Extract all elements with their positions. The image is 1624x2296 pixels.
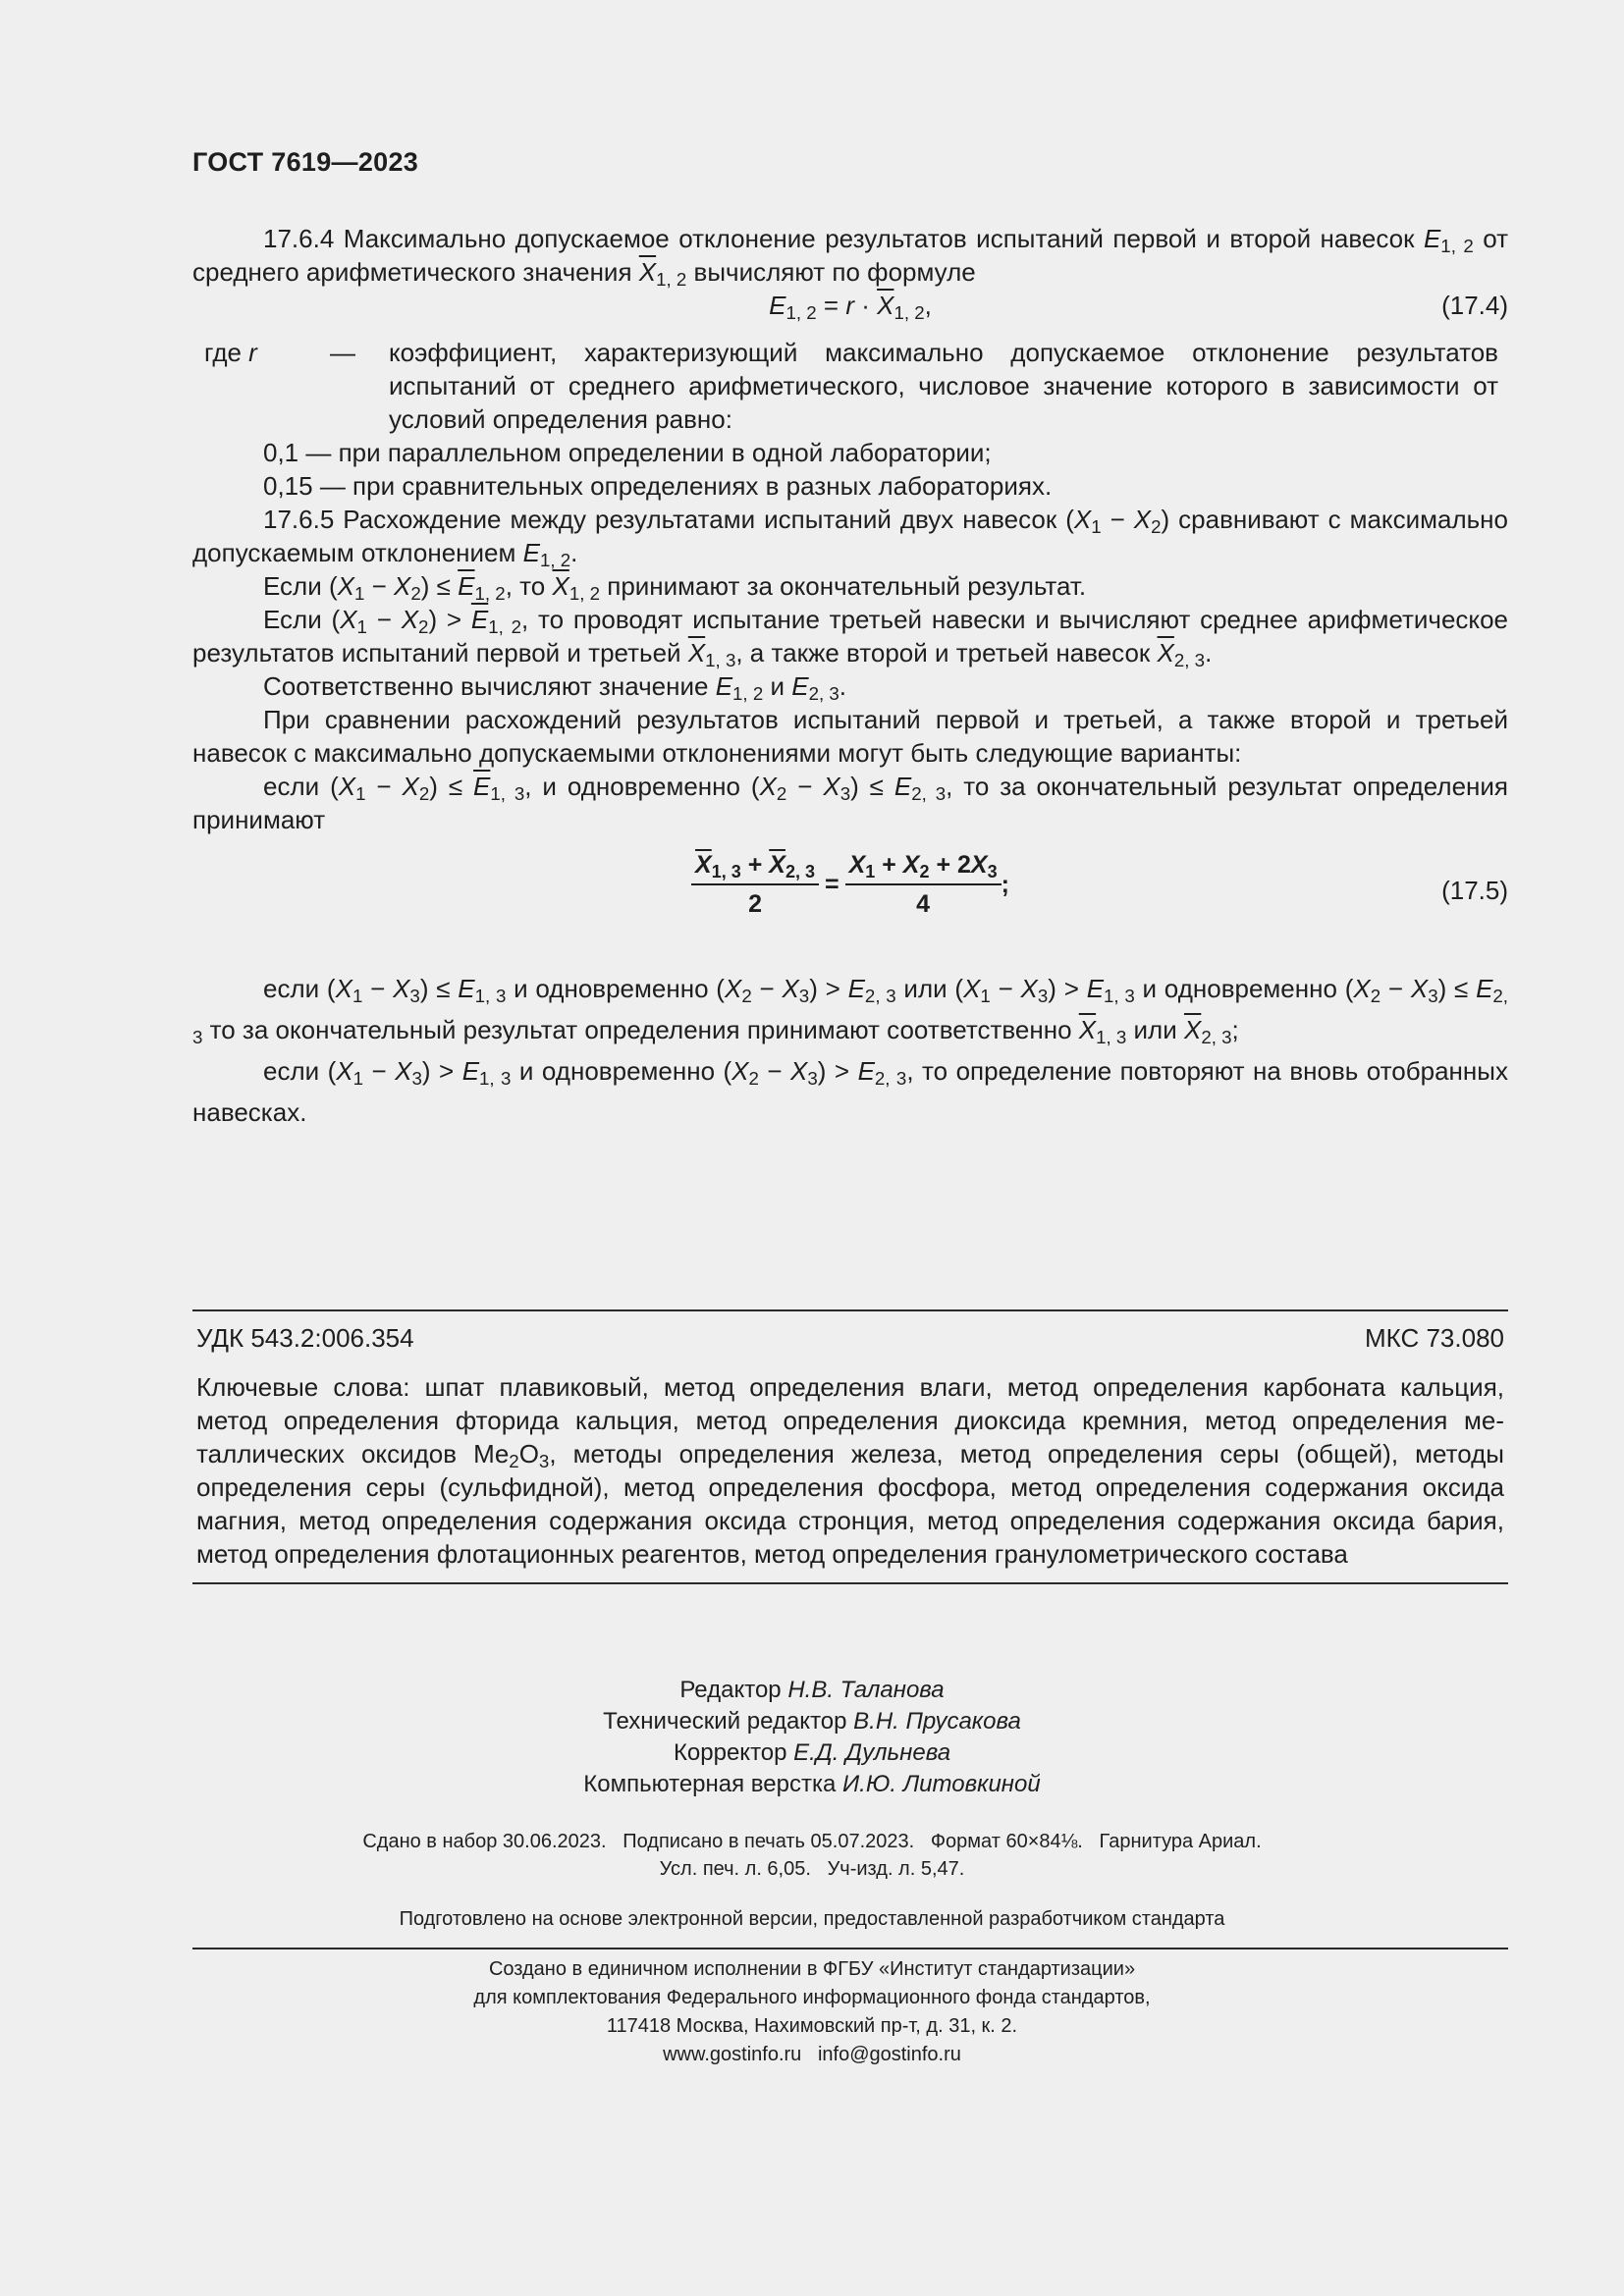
paragraph-case-1 xyxy=(192,770,1508,836)
numerator xyxy=(845,848,1001,885)
subscript: 2 xyxy=(919,862,930,882)
var-x: X xyxy=(394,571,411,601)
plus: + xyxy=(929,851,957,879)
paren: ( xyxy=(750,772,760,801)
text: , то xyxy=(505,571,553,601)
subscript: 3 xyxy=(807,1068,818,1090)
var-x: X xyxy=(963,974,981,1003)
var-x: X xyxy=(902,851,920,879)
paren: ( xyxy=(331,605,341,634)
var-x-mean: $\overline{X}$ xyxy=(687,638,706,667)
created-line-4: www.gostinfo.ru info@gostinfo.ru xyxy=(663,2044,961,2065)
subscript: 3 xyxy=(409,986,420,1007)
paren: ( xyxy=(328,571,338,601)
subscript: 1 xyxy=(352,986,363,1007)
divider-final xyxy=(192,1948,1508,1949)
denominator: 4 xyxy=(916,890,931,918)
var-e: E xyxy=(857,1056,875,1086)
subscript: 1 xyxy=(353,583,365,605)
var-x-mean: $\overline{X}$ xyxy=(877,291,894,320)
minus: − xyxy=(751,974,783,1003)
text: если xyxy=(263,1056,328,1086)
paragraph-17-6-5 xyxy=(192,503,1508,569)
minus: − xyxy=(364,571,395,601)
subscript: 3 xyxy=(538,1451,550,1472)
subscript: 2 xyxy=(748,1068,759,1090)
plus: + xyxy=(875,851,903,879)
var-x: X xyxy=(724,974,742,1003)
text: то за окончательный результат определения принимают соответственно xyxy=(202,1015,1079,1044)
le: ≤ xyxy=(437,772,474,801)
subscript: 3 xyxy=(1037,986,1049,1007)
credit-tech-editor xyxy=(0,1706,1624,1737)
var-x: X xyxy=(1020,974,1038,1003)
udk-code: УДК 543.2:006.354 xyxy=(196,1323,414,1353)
created-line-2: для комплектования Федерального информационного фонда стандартов, xyxy=(473,1987,1151,2008)
paragraph-case-2 xyxy=(192,968,1508,1050)
formula-17-5 xyxy=(192,848,1508,950)
gt: > xyxy=(1056,974,1087,1003)
text: , а также второй и третьей навесок xyxy=(735,638,1158,667)
credit-layout xyxy=(0,1769,1624,1800)
subscript: 2 xyxy=(1370,986,1381,1007)
minus: − xyxy=(362,974,394,1003)
var-x-mean: $\overline{X}$ xyxy=(552,571,569,601)
role: Компьютерная верстка xyxy=(583,1771,842,1797)
subscript: 1, 2 xyxy=(474,583,506,605)
text: ) сравнивают с максимально допускаемым отклонением xyxy=(192,505,1508,567)
credit-editor xyxy=(0,1675,1624,1706)
paren: ( xyxy=(723,1056,732,1086)
subscript: 2 xyxy=(410,583,421,605)
pub-line-2: Усл. печ. л. 6,05. Уч-изд. л. 5,47. xyxy=(659,1858,965,1880)
fraction-right xyxy=(845,848,1001,921)
text: где xyxy=(204,338,249,367)
text: или xyxy=(895,974,955,1003)
var-e: E xyxy=(791,671,809,701)
subscript: 3 xyxy=(798,986,810,1007)
person: В.Н. Прусакова xyxy=(853,1708,1021,1735)
var-x: X xyxy=(848,851,866,879)
subscript: 1, 2 xyxy=(1440,236,1474,257)
text: Если xyxy=(263,571,329,601)
created-line-3: 117418 Москва, Нахимовский пр-т, д. 31, к. 2. xyxy=(606,2015,1018,2037)
role: Технический редактор xyxy=(603,1708,854,1735)
numerator xyxy=(691,848,819,885)
divider-bottom xyxy=(192,1582,1508,1584)
var-x: X xyxy=(336,1056,353,1086)
paragraph-17-6-4 xyxy=(192,222,1508,289)
created-note xyxy=(0,1955,1624,2069)
paren: ) xyxy=(817,1056,827,1086)
subscript: 2, 3 xyxy=(808,683,839,705)
text: и одновременно xyxy=(1134,974,1345,1003)
where-dash: — xyxy=(330,338,355,367)
subscript: 2 xyxy=(1151,516,1162,538)
semicolon: ; xyxy=(1001,871,1009,898)
equals: = xyxy=(824,871,839,898)
text: Если xyxy=(263,605,332,634)
var-e-mean: $\overline{E}$ xyxy=(473,772,491,801)
var-x-mean: $\overline{X}$ xyxy=(1183,1015,1202,1044)
paragraph-if-gt xyxy=(192,603,1508,669)
var-e: E xyxy=(847,974,865,1003)
publication-info xyxy=(0,1828,1624,1883)
subscript: 3 xyxy=(839,783,851,805)
var-x: X xyxy=(790,1056,808,1086)
var-x: X xyxy=(335,974,352,1003)
text: и одновременно xyxy=(506,974,717,1003)
paragraph-comparison: При сравнении расхождений результатов испытаний первой и третьей, а также второй и третьей навесок с максимально допускаемыми отклонениями могут быть следующие варианты: xyxy=(192,705,1508,768)
subscript: 2 xyxy=(741,986,752,1007)
le: ≤ xyxy=(429,571,459,601)
divider-top xyxy=(192,1309,1508,1311)
subscript: 2, 3 xyxy=(911,783,947,805)
text: , методы определения железа, метод определения серы (общей), методы определения серы (сульфидной), метод определения фосфора, метод определения содержания оксида магния, метод определения содержания оксида стронция, метод определения содержания оксида бария, метод определения флотационных реагентов, метод определения гранулометрического состава xyxy=(196,1439,1504,1569)
subscript: 2 xyxy=(418,783,430,805)
person: И.Ю. Литовкиной xyxy=(842,1771,1041,1797)
formula-expression xyxy=(192,289,1508,322)
credit-corrector xyxy=(0,1737,1624,1769)
created-line-1: Создано в единичном исполнении в ФГБУ «Институт стандартизации» xyxy=(488,1958,1136,1980)
subscript: 3 xyxy=(411,1068,422,1090)
paren: ( xyxy=(716,974,725,1003)
subscript: 2, 3 xyxy=(864,986,896,1007)
var-x-mean: $\overline{X}$ xyxy=(1157,638,1174,667)
text: − xyxy=(1101,505,1134,534)
var-e: E xyxy=(522,538,540,567)
text: и одновременно xyxy=(511,1056,724,1086)
text: если xyxy=(263,772,331,801)
subscript: 1, 2 xyxy=(488,616,521,638)
paren: ) xyxy=(850,772,859,801)
var-x: X xyxy=(782,974,799,1003)
var-x: X xyxy=(395,1056,412,1086)
where-text: коэффициент, характеризующий максимально допускаемое отклонение результатов испытаний от среднего арифметического, числовое значение которого в зависимости от условий определения равно: xyxy=(389,338,1498,434)
paren: ) xyxy=(421,1056,431,1086)
var-x: X xyxy=(823,772,840,801)
keywords xyxy=(196,1370,1504,1571)
var-e: E xyxy=(1086,974,1105,1003)
formula-number: (17.4) xyxy=(1441,291,1508,320)
var-x: X xyxy=(759,772,777,801)
text: . xyxy=(1205,638,1213,667)
prepared-note: Подготовлено на основе электронной версии, предоставленной разработчиком стандарта xyxy=(399,1908,1225,1930)
var-x-mean: $\overline{X}$ xyxy=(695,851,712,879)
text: 17.6.4 Максимально допускаемое отклонение результатов испытаний первой и второй навесок xyxy=(263,224,1424,253)
subscript: 1 xyxy=(355,783,366,805)
document-header: ГОСТ 7619—2023 xyxy=(192,147,419,177)
coefficient: 2 xyxy=(957,851,971,879)
coefficient-comparative: 0,15 — при сравнительных определениях в разных лабораториях. xyxy=(263,471,1053,501)
denominator: 2 xyxy=(748,890,762,918)
paren: ( xyxy=(954,974,964,1003)
le: ≤ xyxy=(1446,974,1477,1003)
minus: − xyxy=(366,605,402,634)
var-x: X xyxy=(1353,974,1371,1003)
role: Редактор xyxy=(679,1677,788,1703)
paren: ) xyxy=(420,571,430,601)
subscript: 1, 2 xyxy=(785,302,817,324)
var-x: X xyxy=(337,571,354,601)
paren: ( xyxy=(330,772,339,801)
role: Корректор xyxy=(673,1739,794,1766)
le: ≤ xyxy=(858,772,894,801)
paren: ) xyxy=(428,605,438,634)
var-e: E xyxy=(1423,224,1441,253)
subscript: 1 xyxy=(352,1068,364,1090)
text: и xyxy=(763,671,792,701)
text: , то определение повторяют на вновь отобранных навесках. xyxy=(192,1056,1508,1127)
var-x: X xyxy=(731,1056,749,1086)
subscript: 1 xyxy=(865,862,876,882)
var-e-mean: $\overline{E}$ xyxy=(458,571,475,601)
paren: ( xyxy=(327,1056,337,1086)
var-x: X xyxy=(393,974,410,1003)
plus: + xyxy=(740,851,770,879)
subscript: 3 xyxy=(1428,986,1438,1007)
subscript: 1, 2 xyxy=(893,302,925,324)
person: Н.В. Таланова xyxy=(787,1677,945,1703)
subscript: 2, 3 xyxy=(1201,1027,1232,1048)
main-content xyxy=(192,222,1508,1133)
gt: > xyxy=(817,974,848,1003)
paren: ( xyxy=(1344,974,1354,1003)
var-x-mean: $\overline{X}$ xyxy=(769,851,785,879)
var-e: E xyxy=(769,291,786,320)
var-r: r xyxy=(248,338,257,367)
gt: > xyxy=(826,1056,858,1086)
var-e-mean: $\overline{E}$ xyxy=(470,605,489,634)
minus: − xyxy=(363,1056,396,1086)
minus: − xyxy=(990,974,1021,1003)
minus: − xyxy=(1380,974,1411,1003)
text: 17.6.5 Расхождение между результатами испытаний двух навесок ( xyxy=(263,505,1074,534)
comma: , xyxy=(924,291,932,320)
var-e: E xyxy=(1476,974,1493,1003)
dot: · xyxy=(853,291,878,320)
subscript: 1, 2 xyxy=(732,683,764,705)
le: ≤ xyxy=(428,974,459,1003)
credits xyxy=(0,1675,1624,1800)
text: или xyxy=(1126,1015,1184,1044)
subscript: 1, 2 xyxy=(539,550,571,571)
var-x: X xyxy=(970,851,988,879)
subscript: 1, 3 xyxy=(490,783,525,805)
subscript: 2, 3 xyxy=(192,986,1509,1048)
paren: ) xyxy=(419,974,429,1003)
text: , и одновременно xyxy=(524,772,751,801)
coefficient-parallel: 0,1 — при параллельном определении в одной лаборатории; xyxy=(263,438,992,467)
text: вычисляют по формуле xyxy=(686,257,976,287)
subscript: 1 xyxy=(980,986,991,1007)
var-x: X xyxy=(1073,505,1092,534)
gt: > xyxy=(430,1056,462,1086)
subscript: 3 xyxy=(987,862,998,882)
var-x: X xyxy=(1410,974,1429,1003)
subscript: 2 xyxy=(509,1451,519,1472)
subscript: 2 xyxy=(418,616,429,638)
text: принимают за окончательный результат. xyxy=(600,571,1087,601)
formula-number: (17.5) xyxy=(1441,876,1508,905)
text: . xyxy=(570,538,578,567)
subscript: 2 xyxy=(776,783,787,805)
var-e: E xyxy=(461,1056,480,1086)
paren: ) xyxy=(809,974,818,1003)
where-clause xyxy=(192,336,1508,436)
text: если xyxy=(263,974,327,1003)
var-x: X xyxy=(401,605,419,634)
var-e: E xyxy=(893,772,912,801)
classification-row xyxy=(196,1321,1504,1355)
subscript: 1, 3 xyxy=(705,650,736,671)
subscript: 1, 2 xyxy=(568,583,601,605)
fraction-left xyxy=(691,848,819,921)
var-x: X xyxy=(338,772,356,801)
var-x-mean: $\overline{X}$ xyxy=(638,257,657,287)
text: O xyxy=(518,1439,539,1468)
minus: − xyxy=(786,772,824,801)
person: Е.Д. Дульнева xyxy=(793,1739,951,1766)
paren: ) xyxy=(1437,974,1447,1003)
var-r: r xyxy=(845,291,854,320)
text: от среднего арифметического значения xyxy=(192,224,1508,287)
subscript: 1, 2 xyxy=(656,269,687,291)
var-x: X xyxy=(340,605,357,634)
subscript: 2, 3 xyxy=(785,862,815,882)
subscript: 1, 3 xyxy=(711,862,741,882)
mks-code: МКС 73.080 xyxy=(1364,1323,1504,1353)
var-x-mean: $\overline{X}$ xyxy=(1078,1015,1097,1044)
text: Ключевые слова: шпат плавиковый, метод определения влаги, метод определения карбоната кальция, метод определения фторида кальция, метод определения диоксида кремния, метод определения металлических оксидов Me xyxy=(196,1372,1504,1468)
subscript: 1, 3 xyxy=(479,1068,512,1090)
paren: ) xyxy=(429,772,438,801)
var-e: E xyxy=(458,974,475,1003)
var-x: X xyxy=(402,772,419,801)
subscript: 1, 3 xyxy=(1104,986,1135,1007)
var-e: E xyxy=(715,671,733,701)
text: , то проводят испытание третьей навески и вычисляют среднее арифметическое результатов испытаний первой и третьей xyxy=(192,605,1508,667)
where-label xyxy=(192,336,330,436)
equals: = xyxy=(816,291,846,320)
subscript: 1, 3 xyxy=(474,986,507,1007)
formula-17-4 xyxy=(192,289,1508,332)
paragraph-correspondingly xyxy=(192,669,1508,703)
minus: − xyxy=(365,772,403,801)
text: ; xyxy=(1231,1015,1239,1044)
paren: ( xyxy=(326,974,336,1003)
pub-line-1: Сдано в набор 30.06.2023. Подписано в печать 05.07.2023. Формат 60×84⅛. Гарнитура Ариал. xyxy=(362,1831,1262,1852)
subscript: 1 xyxy=(1091,516,1102,538)
gt: > xyxy=(437,605,471,634)
minus: − xyxy=(758,1056,791,1086)
subscript: 1, 3 xyxy=(1096,1027,1127,1048)
paragraph-case-3 xyxy=(192,1050,1508,1133)
formula-expression xyxy=(192,848,1508,921)
text: , то за окончательный результат определения принимают xyxy=(192,772,1508,834)
subscript: 2, 3 xyxy=(1173,650,1206,671)
paragraph-if-le xyxy=(192,569,1508,603)
subscript: 2, 3 xyxy=(874,1068,907,1090)
var-x: X xyxy=(1133,505,1152,534)
text: Соответственно вычисляют значение xyxy=(263,671,716,701)
subscript: 1 xyxy=(356,616,367,638)
paren: ) xyxy=(1048,974,1056,1003)
text: . xyxy=(839,671,846,701)
